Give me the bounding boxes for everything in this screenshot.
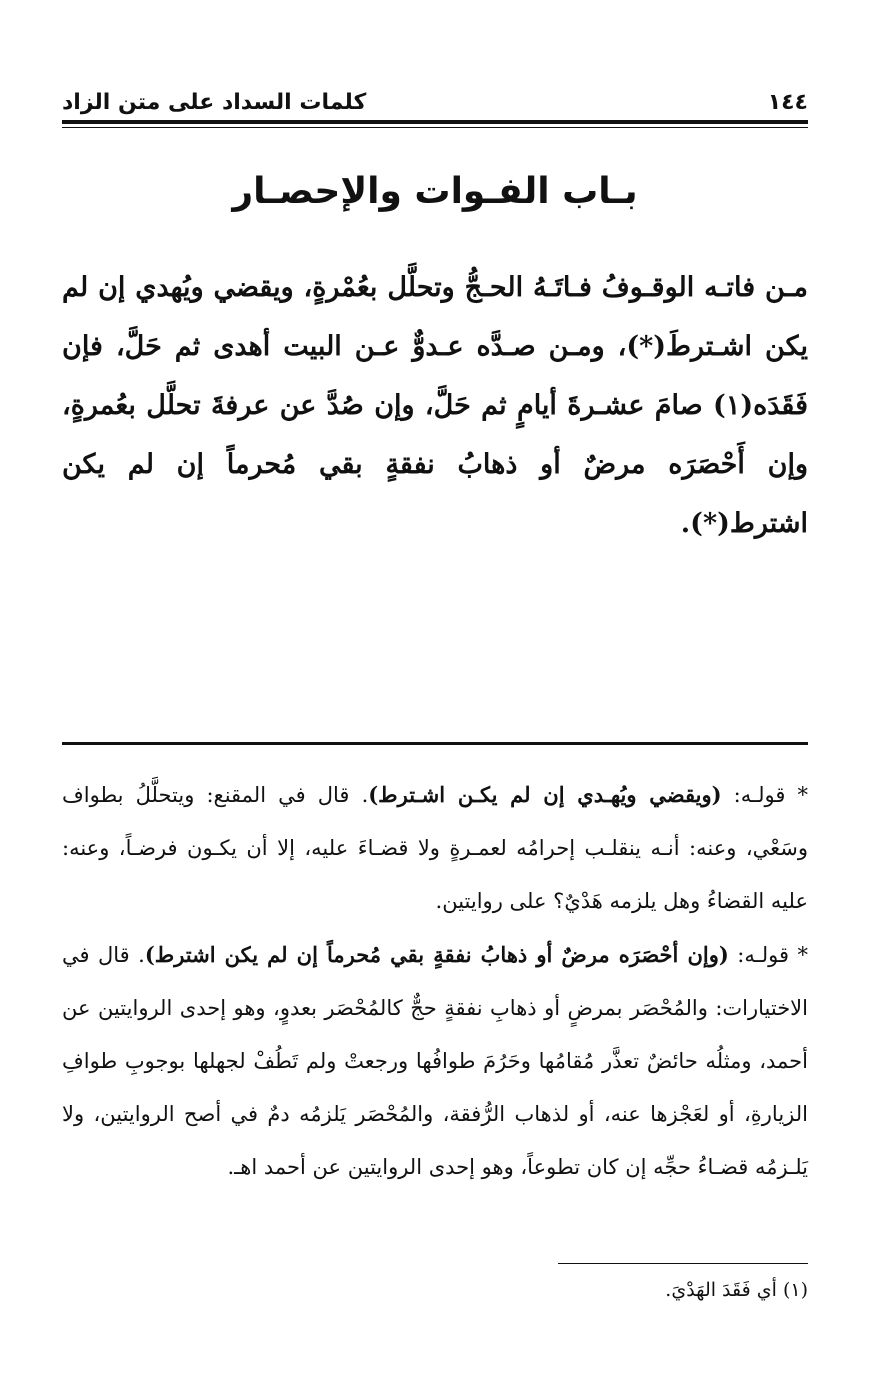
main-paragraph: مـن فاتـه الوقـوفُ فـاتَـهُ الحـجُّ وتحلَّل بعُمْرةٍ، ويقضي ويُهدي إن لم يكن اشـترطَ(*)، ومـن صـدَّه عـدوٌّ عـن البيت أهدى ثم حَلَّ، فإن فَقَدَه(١) صامَ عشـرةَ أيامٍ ثم حَلَّ، وإن صُدَّ عن عرفةَ تحلَّل بعُمرةٍ، وإن أَحْصَرَه مرضٌ أو ذهابُ نفقةٍ بقي مُحرماً إن لم يكن اشترط(*). xyxy=(62,272,808,539)
footnote: (١) أي فَقَدَ الهَدْيَ. xyxy=(665,1279,808,1301)
chapter-title: بـاب الفـوات والإحصـار xyxy=(232,171,638,212)
note-1-quote: (ويقضي ويُهـدي إن لم يكـن اشـترط) xyxy=(368,782,722,807)
commentary-notes xyxy=(62,768,808,1194)
running-header xyxy=(62,86,808,118)
note-2-lead: * قولـه: xyxy=(728,943,809,967)
note-2-quote: (وإن أحْصَرَه مرضٌ أو ذهابُ نفقةٍ بقي مُحرماً إن لم يكن اشترط) xyxy=(144,942,729,967)
note-2-body: . قال في الاختيارات: والمُحْصَر بمرضٍ أو ذهابِ نفقةٍ حجٌّ كالمُحْصَر بعدوٍ، وهو إحدى الروايتين عن أحمد، ومثلُه حائضٌ تعذَّر مُقامُها وحَرُمَ طوافُها ورجعتْ ولم تَطُفْ لجهلها بوجوبِ طوافِ الزيارةِ، أو لعَجْزها عنه، أو لذهاب الرُّفقة، والمُحْصَر يَلزمُه دمٌ في أصح الروايتين، ولا يَلـزمُه قضـاءُ حجِّه إن كان تطوعاً، وهو إحدى الروايتين عن أحمد اهـ. xyxy=(62,943,808,1179)
commentary-divider xyxy=(62,742,808,745)
note-1-body: . قال في المقنع: ويتحلَّلُ بطواف وسَعْي، وعنه: أنـه ينقلـب إحرامُه لعمـرةٍ ولا قضـاءَ عليه، إلا أن يكـون فرضـاً، وعنه: عليه القضاءُ وهل يلزمه هَدْيٌ؟ على روايتين. xyxy=(62,783,808,913)
commentary-note-2 xyxy=(62,928,808,1194)
footnote-divider xyxy=(558,1263,808,1264)
header-rule-thin xyxy=(62,127,808,128)
commentary-note-1 xyxy=(62,768,808,928)
main-text xyxy=(62,258,808,553)
page-number: ١٤٤ xyxy=(767,89,808,115)
running-title: كلمات السداد على متن الزاد xyxy=(62,89,367,115)
note-1-lead: * قولـه: xyxy=(721,783,808,807)
header-rule-thick xyxy=(62,120,808,124)
